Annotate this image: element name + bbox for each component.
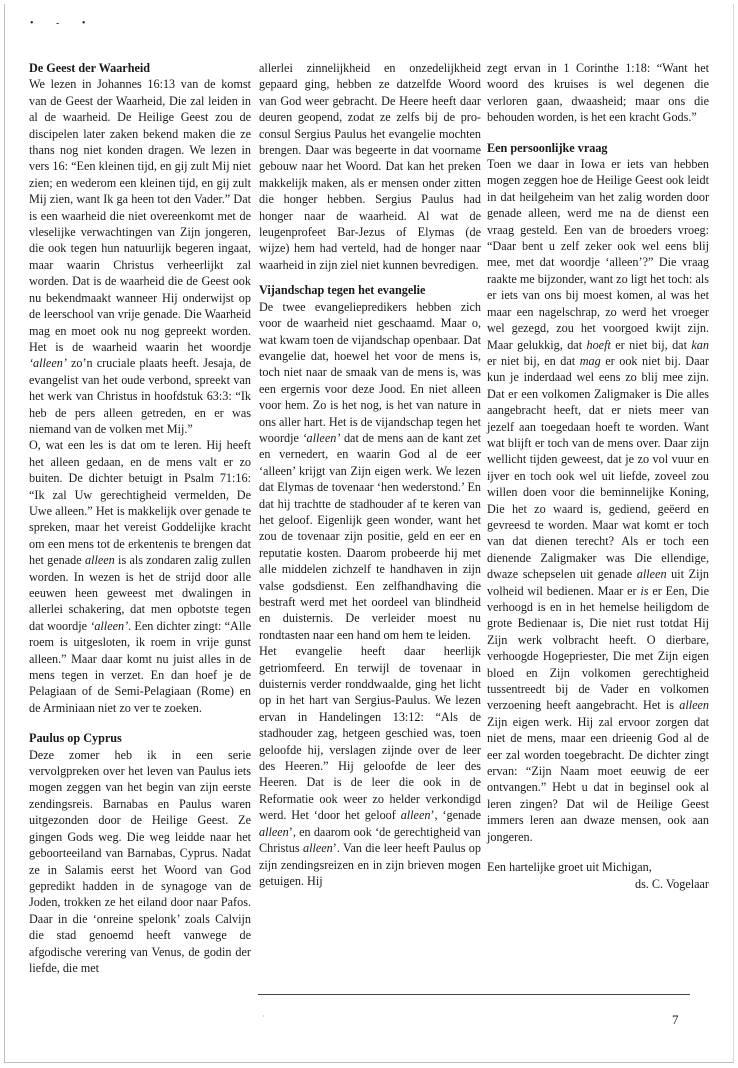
text-run: er niet bij, dat [610, 337, 692, 352]
emphasis: ‘alleen’ [302, 430, 341, 445]
heading-geest-der-waarheid: De Geest der Waarheid [29, 61, 151, 75]
text-run: zo’n cruciale plaats heeft. Jesaja, de evangelist van het oude verbond, spreekt van het werk van Christus in hoofdstuk 63:3: “Ik heb de pers alleen getreden, en er was niemand van de volken met Mij.” [29, 356, 251, 436]
text-run: is als zondaren zalig zullen worden. In wezen is het de strijd door alle eeuwen heen geweest met dwalingen in allerlei schakering, dat men opbotste tegen dat woordje [29, 553, 251, 633]
scan-speck: · [262, 1012, 265, 1021]
emphasis: alleen [303, 841, 333, 856]
text-run: Zijn eigen werk. Hij zal ervoor zorgen dat niet de mens, maar een drieenig God al de eer zal worden toegebracht. De dichter zingt ervan: “Zijn Naam moet eeuwig de eer ontvangen.” Hebt u dat in beginsel ook al leren zingen? Dat wil de Heilige Geest immers leren aan dwaze mensen, ook aan jongeren. [487, 714, 709, 844]
column-1 [29, 60, 251, 976]
signature: ds. C. Vogelaar [634, 876, 709, 891]
paragraph: zegt ervan in 1 Corinthe 1:18: “Want het woord des kruises is wel degenen die verloren gaan, dwaasheid; maar ons die behouden worden, is het een kracht Gods.” [487, 61, 709, 125]
column-2 [259, 60, 481, 889]
text-run: O, wat een les is dat om te leren. Hij heeft het alleen gedaan, en de mens valt er zo buiten. De dichter betuigt in Psalm 71:16: “Ik zal Uw gerechtigheid vermelden, De Uwe alleen.” Het is makkelijk over genade te spreken, maar het vereist Goddelijke kracht om een mens tot de erkentenis te brengen dat het genade [29, 438, 251, 568]
paragraph [259, 299, 481, 644]
emphasis: ‘alleen’ [90, 618, 129, 633]
text-run: er ook niet bij. Daar kun je inderdaad wel eens zo blij mee zijn. Dat er een volkomen Zaligmaker is Die alles aangebracht heeft, dat er niets meer van jezelf aan toegedaan hoeft te worden. Want wat blijft er toch van de mens over. Daar zijn wellicht tijden geweest, dat je zo vol vuur en ijver en toch ook wel uit liefde, zoveel zou willen doen voor die beminnelijke Koning, Die het zo waard is, gediend, geëerd en gevreesd te worden. Maar wat komt er toch van dat dienen terecht? Als er toch een dienende Zaligmaker was Die ellendige, dwaze schepselen uit genade [487, 353, 709, 582]
emphasis: alleen [259, 824, 289, 839]
text-run: ’, en daarom ook ‘de gerechtigheid van Christus [259, 824, 481, 856]
paragraph [29, 437, 251, 716]
header-marks: • - • [30, 18, 96, 29]
text-run: ’, ‘genade [430, 808, 481, 823]
text-run: Toen we daar in Iowa er iets van hebben mogen zeggen hoe de Heilige Geest ook leidt in dat heilgeheim van het zalig worden door genade alleen, werd me na de dienst een vraag gesteld. Een van de broeders vroeg: “Daar bent u zelf zeker ook wel eens blij mee, met dat woordje ‘alleen’?” Die vraag raakte me bijzonder, want zo ligt het toch: als er iets van ons bij moest komen, al was het maar een nagelschrap, zo werd het vroeger wel gezegd, zou het voorgoed kwijt zijn. Maar gelukkig, dat [487, 157, 709, 352]
heading-persoonlijke-vraag: Een persoonlijke vraag [487, 140, 608, 155]
heading-paulus-op-cyprus: Paulus op Cyprus [29, 731, 122, 746]
closing-greeting: Een hartelijke groet uit Michigan, [487, 860, 652, 875]
emphasis: alleen [636, 567, 667, 582]
column-3 [487, 60, 709, 892]
emphasis: hoeft [586, 337, 611, 352]
text-run: er Een, Die verhoogd is en in het hemelse heiligdom de grote Bedienaar is, Die niet rust totdat Hij Zijn werk volbracht heeft. O dierbare, verhoogde Hogepriester, Die met Zijn eigen bloed en Zijn volkomen gerechtigheid tussentreedt bij de Vader en volkomen verzoening heeft aangebracht. Het is [487, 583, 709, 713]
text-run: Het evangelie heeft daar heerlijk getriomfeerd. En terwijl de tovenaar in duisternis verder ronddwaalde, ging het licht op in het hart van Sergius-Paulus. We lezen ervan in Handelingen 13:12: “Als de stadhouder zag, hetgeen geschied was, toen geloofde hij, verslagen zijnde over de leer des Heeren.” Hij geloofde de leer des Heeren. Dat is de leer die ook in de Reformatie ook weer zo helder verkondigd werd. Het ‘door het geloof [259, 644, 481, 823]
emphasis: kan [691, 337, 709, 352]
paragraph [259, 643, 481, 889]
emphasis: alleen [400, 808, 431, 823]
text-run: We lezen in Johannes 16:13 van de komst van de Geest der Waarheid, Die zal leiden in al de waarheid. De Heilige Geest zou de discipelen later zaken bekend maken die ze thans nog niet konden dragen. We lezen in vers 16: “Een kleinen tijd, en gij zult Mij niet zien; en wederom een kleinen tijd, en gij zult Mij zien, want Ik ga heen tot den Vader.” Dat is een waarheid die niet overeenkomt met de vleselijke verwachtingen van Zijn jongeren, die ook tegen hun natuurlijk begeren ingaat, maar waarin Christus verheerlijkt zal worden. Dat is de waarheid die de Geest ook nu bekendmaakt wanneer Hij onderwijst op de leerschool van vrije genade. Die Waarheid mag en moet ook nu nog gepreekt worden. Het is de waarheid waarin het woordje [29, 77, 251, 354]
text-run: uit Zijn volheid wil bedienen. Maar er [487, 567, 709, 598]
emphasis: is [640, 583, 649, 598]
text-run: dat de mens aan de kant zet en vernedert, en waarin God al de eer ‘alleen’ krijgt van Zijn eigen werk. We lezen dat Elymas de tovenaar ‘hen wederstond.’ En dat hij trachtte de stadhouder af te keren van het geloof. Eigenlijk geen wonder, want het zou de tovenaar zijn positie, geld en eer en reputatie kosten. Daarom probeerde hij met alle middelen zichzelf te handhaven in zijn valse godsdienst. Een zelfhandhaving die bestraft werd met het oordeel van blindheid en duisternis. De verleider moest nu rondtasten naar een hand om hem te leiden. [259, 430, 481, 642]
emphasis: ‘alleen’ [29, 356, 67, 371]
paragraph [29, 76, 251, 437]
paragraph [487, 156, 709, 845]
footer-rule [258, 994, 690, 995]
heading-vijandschap: Vijandschap tegen het evangelie [259, 283, 426, 298]
text-run: . Een dichter zingt: “Alle roem is uitgesloten, ik roem in vrije gunst alleen.” Maar daar komt nu juist alles in de mens tegen in verzet. En dan hoef je de Pelagiaan of de Semi-Pelagiaan (Rome) en de Arminiaan niet zo ver te zoeken. [29, 618, 252, 715]
paragraph: Deze zomer heb ik in een serie vervolgpreken over het leven van Paulus iets mogen zeggen van het begin van zijn eerste zendingsreis. Barnabas en Paulus waren uitgezonden door de Heilige Geest. Ze gingen Gods weg. Die weg leidde naar het geboorteeiland van Barnabas, Cyprus. Nadat ze in Salamis eerst het Woord van God gepredikt hadden in de synagoge van de Joden, trokken ze het eiland door naar Pafos. Daar in die ‘onreine spelonk’ zoals Calvijn die stad genoemd heeft vanwege de afgodische verering van Venus, de godin der liefde, die met [29, 747, 251, 975]
emphasis: mag [579, 353, 601, 368]
text-run: ’. Van die leer heeft Paulus op zijn zendingsreizen en in zijn brieven mogen getuigen. Hij [259, 841, 481, 888]
text-run: er niet bij, en dat [487, 353, 580, 368]
text-run: De twee evangeliepredikers hebben zich voor de waarheid niet geschaamd. Maar o, wat kwam toen de vijandschap openbaar. Dat evangelie dat, hoewel het voor de mens is, toch niet naar de smaak van de mens is, was een ergernis voor deze Jood. En niet alleen voor hem. Zo is het nog, is het van nature in ons aller hart. Het is de vijandschap tegen het woordje [259, 299, 481, 445]
page-number: 7 [672, 1012, 679, 1027]
emphasis: alleen [84, 553, 115, 568]
emphasis: alleen [679, 698, 709, 713]
paragraph: allerlei zinnelijkheid en onzedelijkheid gepaard ging, hebben ze datzelfde Woord van God weer gebracht. De Heere heeft daar deuren geopend, zodat ze zelfs bij de pro-consul Sergius Paulus het evangelie mochten brengen. Daar was begeerte in dat voorname gebouw naar het Woord. Dat kan het preken makkelijk maken, als er mensen onder zitten die honger hebben. Sergius Paulus had honger naar de waarheid. Al wat de leugenprofeet Bar-Jezus of Elymas (de wijze) hem had verteld, had de honger naar waarheid in zijn ziel niet kunnen bevredigen. [259, 61, 481, 272]
